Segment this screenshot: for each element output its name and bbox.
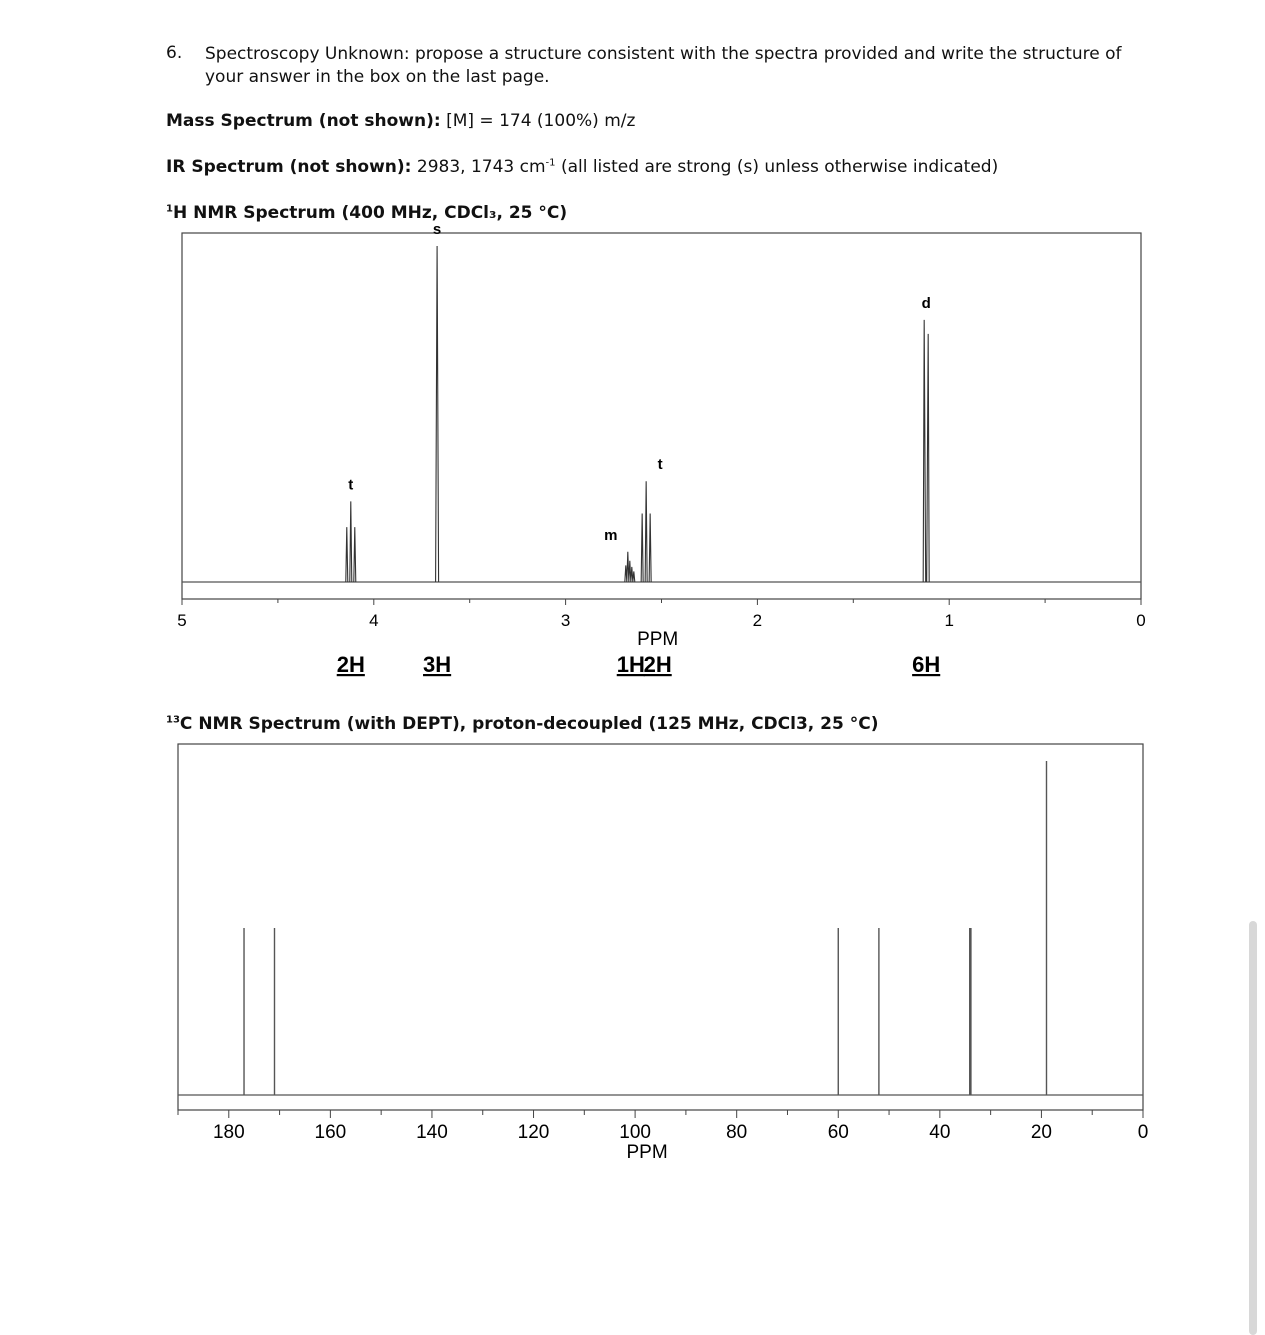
ir-spectrum-value: 2983, 1743 cm	[416, 157, 546, 177]
cnmr-title-isotope: 13	[166, 714, 180, 726]
cnmr-title-text: C NMR Spectrum (with DEPT), proton-decoupled (125 MHz, CDCl3, 25 °C)	[179, 714, 879, 734]
question-number: 6.	[166, 43, 183, 63]
hnmr-integration-label: 2H	[643, 652, 672, 677]
cnmr-x-tick-label: 60	[827, 1122, 849, 1143]
hnmr-multiplicity-label: s	[432, 221, 442, 238]
hnmr-x-tick-label: 3	[560, 611, 571, 630]
cnmr-x-tick-label: 180	[212, 1122, 245, 1143]
hnmr-peak	[923, 320, 929, 582]
hnmr-multiplicity-label: d	[921, 294, 931, 312]
hnmr-multiplicity-label: t	[657, 456, 663, 474]
hnmr-plot-frame	[182, 233, 1141, 599]
question-line-1: Spectroscopy Unknown: propose a structure consistent with the spectra provided and write the structure of	[205, 44, 1122, 64]
cnmr-x-tick-label: 120	[517, 1122, 550, 1143]
cnmr-x-tick-label: 0	[1137, 1122, 1149, 1143]
cnmr-x-tick-label: 80	[726, 1122, 748, 1143]
hnmr-x-axis-label: PPM	[637, 629, 679, 650]
ir-spectrum-note: (all listed are strong (s) unless otherwise indicated)	[560, 157, 999, 177]
mass-spectrum-label: Mass Spectrum (not shown):	[166, 111, 441, 131]
cnmr-x-tick-label: 140	[416, 1122, 448, 1143]
hnmr-title-text: H NMR Spectrum (400 MHz, CDCl₃, 25 °C)	[172, 203, 568, 223]
cnmr-chart	[178, 744, 1148, 1163]
hnmr-integration-label: 1H	[616, 652, 645, 677]
hnmr-peak	[641, 481, 651, 582]
hnmr-integration-label: 3H	[423, 652, 452, 677]
hnmr-x-tick-label: 4	[369, 611, 379, 630]
cnmr-x-tick-label: 40	[929, 1122, 951, 1143]
mass-spectrum-value: [M] = 174 (100%) m/z	[446, 111, 636, 131]
hnmr-integration-label: 2H	[336, 652, 365, 677]
hnmr-peak	[346, 501, 356, 582]
cnmr-x-tick-label: 160	[314, 1122, 347, 1143]
hnmr-chart	[177, 221, 1145, 677]
hnmr-peak	[625, 552, 635, 582]
cnmr-x-tick-label: 20	[1030, 1122, 1052, 1143]
hnmr-x-tick-label: 5	[177, 611, 187, 630]
cnmr-x-axis-label: PPM	[626, 1142, 668, 1163]
vertical-scrollbar[interactable]	[1249, 921, 1257, 1335]
hnmr-title-isotope: 1	[166, 203, 173, 215]
ir-spectrum-label: IR Spectrum (not shown):	[166, 157, 412, 177]
hnmr-multiplicity-label: m	[604, 526, 618, 544]
hnmr-multiplicity-label: t	[348, 476, 354, 494]
hnmr-x-tick-label: 1	[944, 611, 954, 630]
question-line-2: your answer in the box on the last page.	[205, 67, 550, 87]
hnmr-x-tick-label: 0	[1136, 611, 1146, 630]
hnmr-integration-label: 6H	[912, 652, 941, 677]
cnmr-x-tick-label: 100	[619, 1122, 651, 1143]
ir-unit-exponent: -1	[545, 157, 556, 169]
hnmr-x-tick-label: 2	[752, 611, 763, 630]
hnmr-peak	[436, 246, 439, 582]
cnmr-plot-frame	[178, 744, 1143, 1110]
